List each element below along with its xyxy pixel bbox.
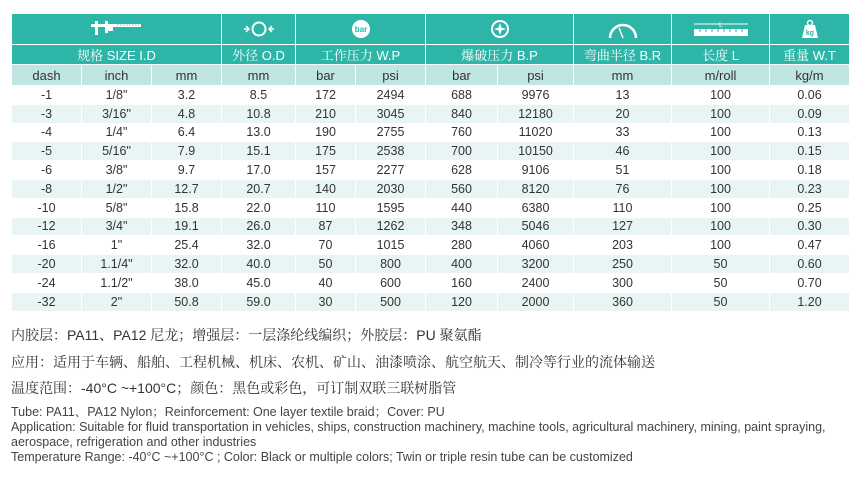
ruler-icon <box>691 20 751 38</box>
unit-cell: mm <box>574 65 672 86</box>
table-cell: 2755 <box>356 123 426 142</box>
table-cell: 5046 <box>498 217 574 236</box>
table-cell: 10150 <box>498 142 574 161</box>
spec-rows <box>12 86 850 312</box>
table-cell: 100 <box>672 86 770 105</box>
table-cell: 12.7 <box>152 179 222 198</box>
table-cell: 100 <box>672 161 770 180</box>
bend-radius-icon-cell <box>574 14 672 45</box>
outer-diameter-icon <box>242 20 276 38</box>
table-cell: 46 <box>574 142 672 161</box>
table-cell: 45.0 <box>222 273 296 292</box>
table-cell: 210 <box>296 104 356 123</box>
table-row <box>12 217 850 236</box>
table-cell: 600 <box>356 273 426 292</box>
unit-cell: psi <box>356 65 426 86</box>
table-row <box>12 273 850 292</box>
table-cell: 17.0 <box>222 161 296 180</box>
table-cell: 2000 <box>498 292 574 311</box>
table-cell: 250 <box>574 255 672 274</box>
table-cell: 203 <box>574 236 672 255</box>
table-cell: 1595 <box>356 198 426 217</box>
table-cell: 2030 <box>356 179 426 198</box>
table-cell: 560 <box>426 179 498 198</box>
table-cell: 15.1 <box>222 142 296 161</box>
table-cell: 32.0 <box>222 236 296 255</box>
table-cell: 840 <box>426 104 498 123</box>
table-cell: 76 <box>574 179 672 198</box>
table-cell: 50 <box>672 255 770 274</box>
note-material-en: Tube: PA11、PA12 Nylon；Reinforcement: One layer textile braid；Cover: PU <box>11 405 445 419</box>
table-cell: 0.23 <box>770 179 850 198</box>
table-cell: 0.25 <box>770 198 850 217</box>
table-cell: 13 <box>574 86 672 105</box>
table-cell: 1/4" <box>82 123 152 142</box>
table-cell: 400 <box>426 255 498 274</box>
table-cell: -4 <box>12 123 82 142</box>
table-cell: -10 <box>12 198 82 217</box>
table-cell: 3/8" <box>82 161 152 180</box>
table-cell: 0.13 <box>770 123 850 142</box>
table-cell: -8 <box>12 179 82 198</box>
table-row <box>12 104 850 123</box>
unit-cell: bar <box>296 65 356 86</box>
table-cell: 6380 <box>498 198 574 217</box>
table-cell: 700 <box>426 142 498 161</box>
table-cell: 20.7 <box>222 179 296 198</box>
table-cell: 0.18 <box>770 161 850 180</box>
unit-cell: mm <box>222 65 296 86</box>
unit-cell: dash <box>12 65 82 86</box>
note-temperature-cn: 温度范围：-40°C ~+100°C；颜色：黑色或彩色，可订制双联三联树脂管 <box>11 380 457 396</box>
note-application-cn: 应用：适用于车辆、船舶、工程机械、机床、农机、矿山、油漆喷涂、航空航天、制冷等行业的流体输送 <box>11 354 655 370</box>
table-row <box>12 86 850 105</box>
table-cell: 9106 <box>498 161 574 180</box>
header-length: 长度 L <box>672 45 770 65</box>
table-cell: 500 <box>356 292 426 311</box>
header-bp: 爆破压力 B.P <box>426 45 574 65</box>
table-cell: 157 <box>296 161 356 180</box>
unit-cell: psi <box>498 65 574 86</box>
table-cell: -16 <box>12 236 82 255</box>
unit-cell: m/roll <box>672 65 770 86</box>
table-cell: 127 <box>574 217 672 236</box>
table-cell: 1/2" <box>82 179 152 198</box>
unit-cell: bar <box>426 65 498 86</box>
table-cell: 9976 <box>498 86 574 105</box>
table-cell: 9.7 <box>152 161 222 180</box>
table-cell: 2277 <box>356 161 426 180</box>
table-cell: 3/16" <box>82 104 152 123</box>
ruler-icon-cell <box>672 14 770 45</box>
header-br: 弯曲半径 B.R <box>574 45 672 65</box>
table-cell: 19.1 <box>152 217 222 236</box>
table-cell: -32 <box>12 292 82 311</box>
burst-icon-cell <box>426 14 574 45</box>
table-cell: 51 <box>574 161 672 180</box>
table-cell: -6 <box>12 161 82 180</box>
table-cell: 348 <box>426 217 498 236</box>
table-row <box>12 142 850 161</box>
caliper-icon-cell <box>12 14 222 45</box>
table-cell: 25.4 <box>152 236 222 255</box>
table-cell: 11020 <box>498 123 574 142</box>
weight-icon-cell <box>770 14 850 45</box>
table-cell: 4.8 <box>152 104 222 123</box>
burst-icon <box>490 19 510 39</box>
table-cell: 10.8 <box>222 104 296 123</box>
spec-table <box>11 13 850 312</box>
table-cell: -1 <box>12 86 82 105</box>
table-row <box>12 198 850 217</box>
table-cell: -12 <box>12 217 82 236</box>
bar-pressure-icon <box>351 19 371 39</box>
table-cell: 5/16" <box>82 142 152 161</box>
table-cell: 7.9 <box>152 142 222 161</box>
table-cell: 100 <box>672 217 770 236</box>
table-cell: 0.09 <box>770 104 850 123</box>
note-material-cn: 内胶层：PA11、PA12 尼龙；增强层：一层涤纶线编织；外胶层：PU 聚氨酯 <box>11 327 482 343</box>
table-cell: 175 <box>296 142 356 161</box>
table-cell: 8.5 <box>222 86 296 105</box>
notes-cn <box>11 325 861 404</box>
table-row <box>12 123 850 142</box>
table-cell: 1/8" <box>82 86 152 105</box>
table-cell: 4060 <box>498 236 574 255</box>
table-cell: 760 <box>426 123 498 142</box>
table-cell: 440 <box>426 198 498 217</box>
header-weight: 重量 W.T <box>770 45 850 65</box>
table-row <box>12 179 850 198</box>
note-temperature-en: Temperature Range: -40°C ~+100°C ; Color: Black or multiple colors; Twin or triple resin tube can be customized <box>11 450 633 464</box>
table-cell: 100 <box>672 179 770 198</box>
table-cell: 140 <box>296 179 356 198</box>
table-cell: 160 <box>426 273 498 292</box>
table-cell: 70 <box>296 236 356 255</box>
table-cell: 628 <box>426 161 498 180</box>
table-cell: 1015 <box>356 236 426 255</box>
table-cell: 87 <box>296 217 356 236</box>
table-cell: 110 <box>296 198 356 217</box>
table-cell: 1.1/2" <box>82 273 152 292</box>
table-row <box>12 292 850 311</box>
table-cell: 12180 <box>498 104 574 123</box>
header-wp: 工作压力 W.P <box>296 45 426 65</box>
table-cell: 30 <box>296 292 356 311</box>
header-size: 规格 SIZE I.D <box>12 45 222 65</box>
table-cell: 360 <box>574 292 672 311</box>
table-cell: 1" <box>82 236 152 255</box>
table-cell: 32.0 <box>152 255 222 274</box>
table-cell: 300 <box>574 273 672 292</box>
table-cell: 0.15 <box>770 142 850 161</box>
weight-icon <box>800 19 820 39</box>
table-cell: 3045 <box>356 104 426 123</box>
unit-cell: inch <box>82 65 152 86</box>
table-row <box>12 255 850 274</box>
table-cell: 0.60 <box>770 255 850 274</box>
table-cell: 100 <box>672 142 770 161</box>
table-cell: 40.0 <box>222 255 296 274</box>
table-cell: 0.70 <box>770 273 850 292</box>
table-row <box>12 161 850 180</box>
svg-text:kg: kg <box>805 30 814 37</box>
bend-radius-icon <box>606 19 640 39</box>
table-cell: 120 <box>426 292 498 311</box>
svg-text:bar: bar <box>354 25 367 34</box>
table-cell: 100 <box>672 123 770 142</box>
table-cell: 190 <box>296 123 356 142</box>
table-cell: 50 <box>672 292 770 311</box>
table-cell: 2400 <box>498 273 574 292</box>
table-cell: 38.0 <box>152 273 222 292</box>
table-cell: 22.0 <box>222 198 296 217</box>
table-cell: 688 <box>426 86 498 105</box>
table-cell: 40 <box>296 273 356 292</box>
unit-row <box>12 65 850 86</box>
table-cell: 8120 <box>498 179 574 198</box>
table-cell: 100 <box>672 104 770 123</box>
table-cell: 59.0 <box>222 292 296 311</box>
table-cell: 26.0 <box>222 217 296 236</box>
table-cell: 20 <box>574 104 672 123</box>
outer-diameter-icon-cell <box>222 14 296 45</box>
table-cell: 1.1/4" <box>82 255 152 274</box>
table-cell: 3200 <box>498 255 574 274</box>
table-cell: 0.30 <box>770 217 850 236</box>
table-cell: 2" <box>82 292 152 311</box>
table-cell: 2494 <box>356 86 426 105</box>
table-cell: 33 <box>574 123 672 142</box>
table-cell: 3.2 <box>152 86 222 105</box>
table-cell: 0.47 <box>770 236 850 255</box>
table-cell: -24 <box>12 273 82 292</box>
table-cell: 280 <box>426 236 498 255</box>
table-cell: 172 <box>296 86 356 105</box>
bar-pressure-icon-cell <box>296 14 426 45</box>
table-cell: -5 <box>12 142 82 161</box>
table-cell: 50 <box>672 273 770 292</box>
caliper-icon <box>89 21 145 37</box>
header-od: 外径 O.D <box>222 45 296 65</box>
table-cell: -20 <box>12 255 82 274</box>
table-row <box>12 236 850 255</box>
svg-text:L: L <box>718 22 723 29</box>
table-cell: 50 <box>296 255 356 274</box>
table-cell: 15.8 <box>152 198 222 217</box>
table-cell: 110 <box>574 198 672 217</box>
table-cell: 1.20 <box>770 292 850 311</box>
table-cell: 1262 <box>356 217 426 236</box>
table-cell: 800 <box>356 255 426 274</box>
table-cell: 6.4 <box>152 123 222 142</box>
table-cell: -3 <box>12 104 82 123</box>
table-cell: 2538 <box>356 142 426 161</box>
table-cell: 50.8 <box>152 292 222 311</box>
table-cell: 5/8" <box>82 198 152 217</box>
table-cell: 0.06 <box>770 86 850 105</box>
notes-en <box>11 405 861 465</box>
unit-cell: mm <box>152 65 222 86</box>
table-cell: 3/4" <box>82 217 152 236</box>
note-application-en: Application: Suitable for fluid transportation in vehicles, ships, construction machinery, machine tools, agricultural machinery, mining, paint spraying, aerospace, refrigeration and other industries <box>11 420 826 449</box>
unit-cell: kg/m <box>770 65 850 86</box>
table-cell: 13.0 <box>222 123 296 142</box>
table-cell: 100 <box>672 236 770 255</box>
table-cell: 100 <box>672 198 770 217</box>
